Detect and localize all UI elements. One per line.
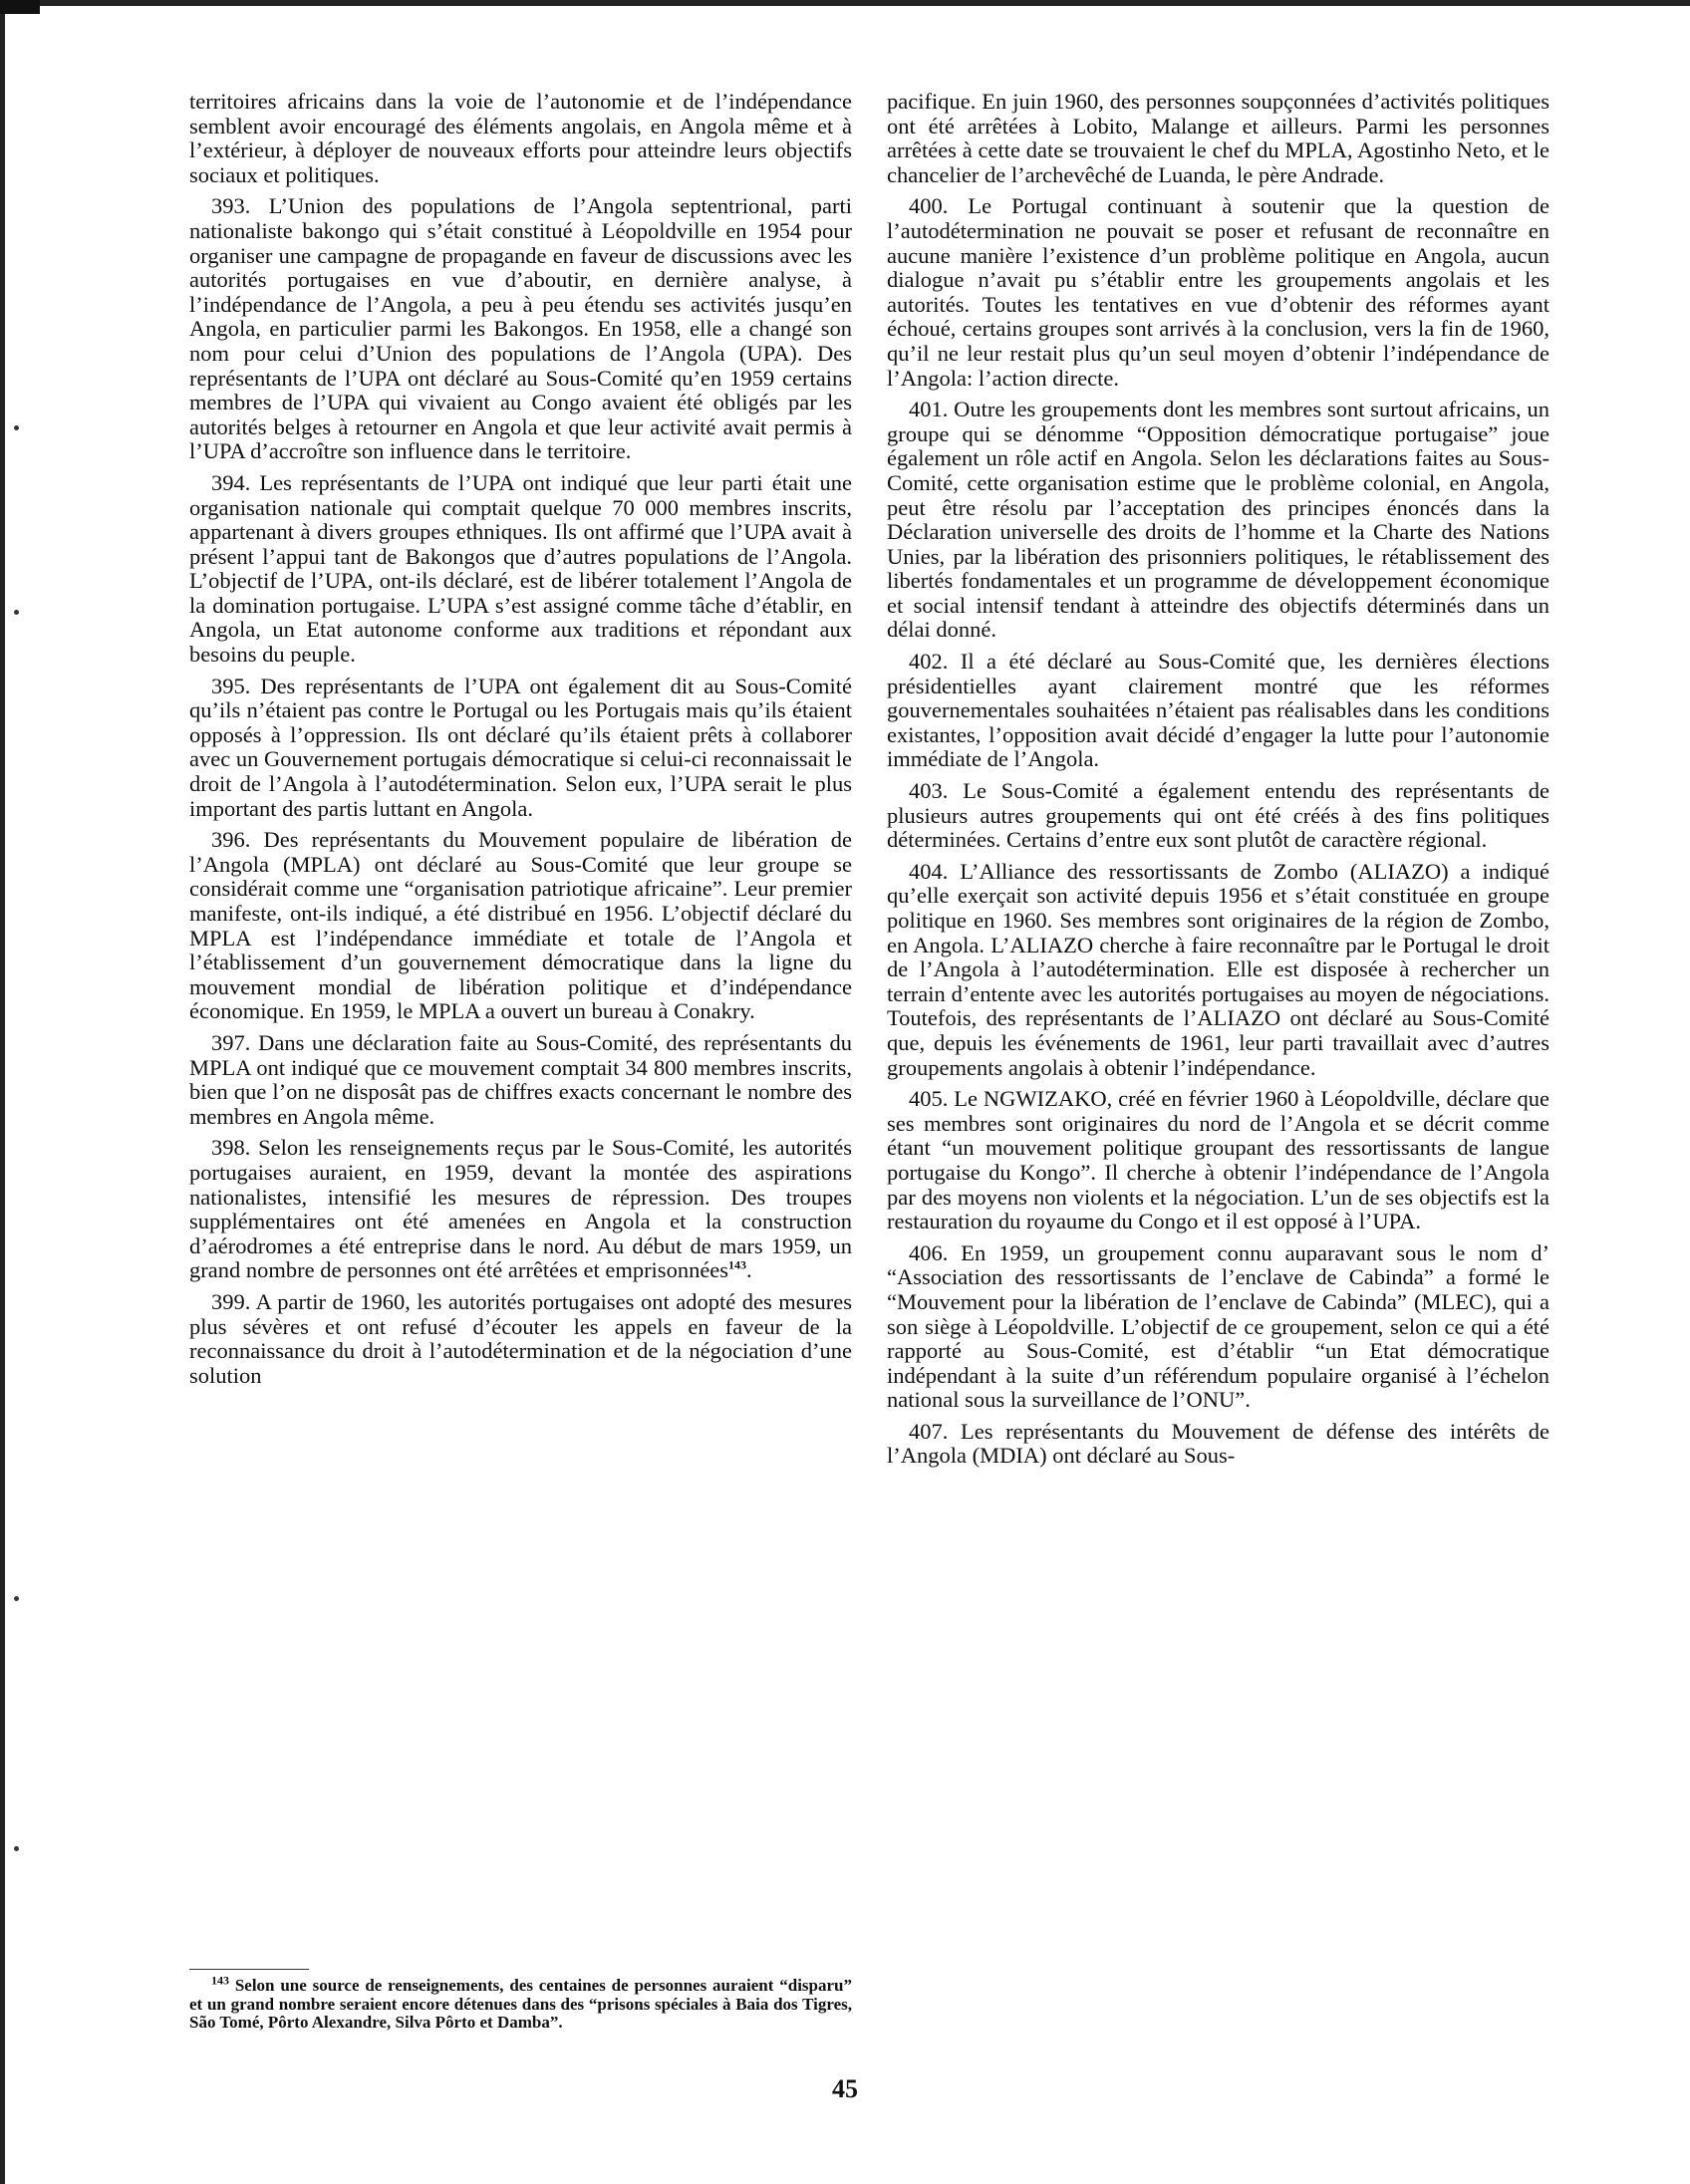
footnote xyxy=(189,1973,852,2033)
left-column xyxy=(189,90,852,1395)
page-number: 45 xyxy=(832,2074,858,2103)
margin-mark xyxy=(14,425,19,430)
paragraph-394: 394. Les représentants de l’UPA ont indiqué que leur parti était une organisation nationale qui comptait quelque 70 000 membres inscrits, appartenant à divers groupes ethniques. Ils ont affirmé que l’UPA avait à présent l’appui tant de Bakongos que d’autres populations de l’Angola. L’objectif de l’UPA, ont-ils déclaré, est de libérer totalement l’Angola de la domination portugaise. L’UPA s’est assigné comme tâche d’établir, en Angola, un Etat autonome conforme aux traditions et répondant aux besoins du peuple. xyxy=(189,469,852,668)
paragraph-396: 396. Des représentants du Mouvement populaire de libération de l’Angola (MPLA) ont déclaré au Sous-Comité que leur groupe se considérait comme une “organisation patriotique africaine”. Leur premier manifeste, ont-ils indiqué, a été distribué en 1956. L’objectif déclaré du MPLA est l’indépendance immédiate et totale de l’Angola et l’établissement d’un gouvernement démocratique dans la ligne du mouvement mondial de libération politique et d’indépendance économique. En 1959, le MPLA a ouvert un bureau à Conakry. xyxy=(189,827,852,1024)
paragraph: territoires africains dans la voie de l’autonomie et de l’indépendance semblent avoir encouragé des éléments angolais, en Angola même et à l’extérieur, à déployer de nouveaux efforts pour atteindre leurs objectifs sociaux et politiques. xyxy=(189,89,852,187)
margin-mark xyxy=(14,610,19,615)
margin-mark xyxy=(14,1846,19,1851)
footnote-divider xyxy=(189,1969,309,1970)
paragraph-406: 406. En 1959, un groupement connu auparavant sous le nom d’ “Association des ressortissants de l’enclave de Cabinda” a formé le “Mouvement pour la libération de l’enclave de Cabinda” (MLEC), qui a son siège à Léopoldville. L’objectif de ce groupement, selon ce qui a été rapporté au Sous-Comité, est d’établir “un Etat démocratique indépendant à la suite d’un référendum populaire organisé à l’échelon national sous la surveillance de l’ONU”. xyxy=(887,1239,1549,1413)
paragraph-395: 395. Des représentants de l’UPA ont également dit au Sous-Comité qu’ils n’étaient pas contre le Portugal ou les Portugais mais qu’ils étaient opposés à l’oppression. Ils ont déclaré qu’ils étaient prêts à collaborer avec un Gouvernement portugais démocratique si celui-ci reconnaissait le droit de l’Angola à l’autodétermination. Selon eux, l’UPA serait le plus important des partis luttant en Angola. xyxy=(189,673,852,821)
paragraph-407: 407. Les représentants du Mouvement de défense des intérêts de l’Angola (MDIA) ont déclaré au Sous- xyxy=(887,1418,1549,1469)
paragraph-405: 405. Le NGWIZAKO, créé en février 1960 à Léopoldville, déclare que ses membres sont originaires du nord de l’Angola et se décrit comme étant “un mouvement politique groupant des ressortissants de langue portugaise du Kongo”. Il cherche à obtenir l’indépendance de l’Angola par des moyens non violents et la négociation. L’un de ses objectifs est la restauration du royaume du Congo et il est opposé à l’UPA. xyxy=(887,1086,1549,1234)
paragraph-404: 404. L’Alliance des ressortissants de Zombo (ALIAZO) a indiqué qu’elle exerçait son activité depuis 1956 et s’était constituée en groupe politique en 1960. Ses membres sont originaires de la région de Zombo, en Angola. L’ALIAZO cherche à faire reconnaître par le Portugal le droit de l’Angola à l’autodétermination. Elle est disposée à rechercher un terrain d’entente avec les autorités portugaises au moyen de négociations. Toutefois, des représentants de l’ALIAZO ont déclaré au Sous-Comité que, depuis les événements de 1961, leur parti travaillait avec d’autres groupements angolais à obtenir l’indépendance. xyxy=(887,858,1549,1080)
scan-edge-corner xyxy=(0,0,40,14)
footnote-text: Selon une source de renseignements, des centaines de personnes auraient “disparu” et un grand nombre seraient encore détenues dans des “prisons spéciales à Baia dos Tigres, São Tomé, Pôrto Alexandre, Silva Pôrto et Damba”. xyxy=(189,1976,852,2032)
scan-edge-top xyxy=(0,0,1690,6)
paragraph-400: 400. Le Portugal continuant à soutenir que la question de l’autodétermination ne pouvait se poser et refusant de reconnaître en aucune manière l’existence d’un problème politique en Angola, aucun dialogue n’avait pu s’établir entre les groupements angolais et les autorités. Toutes les tentatives en vue d’obtenir des réformes ayant échoué, certains groupes sont arrivés à la conclusion, vers la fin de 1960, qu’il ne leur restait plus qu’un seul moyen d’obtenir l’indépendance de l’Angola: l’action directe. xyxy=(887,193,1549,391)
paragraph-403: 403. Le Sous-Comité a également entendu des représentants de plusieurs autres groupements qui ont été créés à des fins politiques déterminées. Certains d’entre eux sont plutôt de caractère régional. xyxy=(887,778,1549,853)
paragraph-401: 401. Outre les groupements dont les membres sont surtout africains, un groupe qui se dénomme “Opposition démocratique portugaise” joue également un rôle actif en Angola. Selon les déclarations faites au Sous-Comité, cette organisation estime que le problème colonial, en Angola, peut être résolu par l’acceptation des principes énoncés dans la Déclaration universelle des droits de l’homme et la Charte des Nations Unies, par la libération des prisonniers politiques, le rétablissement des libertés fondamentales et un programme de développement économique et social intensif tendant à atteindre des objectifs déterminés dans un délai donné. xyxy=(887,397,1549,643)
paragraph-398-text: 398. Selon les renseignements reçus par le Sous-Comité, les autorités portugaises auraient, en 1959, devant la montée des aspirations nationalistes, intensifié les mesures de répression. Des troupes supplémentaires ont été amenées en Angola et la construction d’aérodromes a été entreprise dans le nord. Au début de mars 1959, un grand nombre de personnes ont été arrêtées et emprisonnées xyxy=(189,1135,852,1283)
paragraph-398 xyxy=(189,1136,852,1283)
margin-mark xyxy=(14,1596,19,1601)
paragraph-399: 399. A partir de 1960, les autorités portugaises ont adopté des mesures plus sévères et ont refusé d’écouter les appels en faveur de la reconnaissance du droit à l’autodétermination et de la négociation d’une solution xyxy=(189,1288,852,1388)
paragraph-397: 397. Dans une déclaration faite au Sous-Comité, des représentants du MPLA ont indiqué que ce mouvement comptait 34 800 membres inscrits, bien que l’on ne disposât pas de chiffres exacts concernant le nombre des membres en Angola même. xyxy=(189,1029,852,1129)
paragraph: pacifique. En juin 1960, des personnes soupçonnées d’activités politiques ont été arrêtées à Lobito, Malange et ailleurs. Parmi les personnes arrêtées à cette date se trouvaient le chef du MPLA, Agostinho Neto, et le chancelier de l’archevêché de Luanda, le père Andrade. xyxy=(887,89,1549,187)
right-column xyxy=(887,90,1549,1476)
paragraph-398-tail: . xyxy=(746,1257,752,1283)
scan-edge-left xyxy=(0,0,5,2184)
footnote-reference[interactable]: 143 xyxy=(728,1257,747,1272)
footnote-number: 143 xyxy=(211,1973,229,1988)
paragraph-393: 393. L’Union des populations de l’Angola septentrional, parti nationaliste bakongo qui s’était constitué à Léopoldville en 1954 pour organiser une campagne de propagande en faveur de discussions avec les autorités portugaises en vue d’aboutir, en dernière analyse, à l’indépendance de l’Angola, a peu à peu étendu ses activités jusqu’en Angola, en particulier parmi les Bakongos. En 1958, elle a changé son nom pour celui d’Union des populations de l’Angola (UPA). Des représentants de l’UPA ont déclaré au Sous-Comité qu’en 1959 certains membres de l’UPA qui vivaient au Congo avaient été obligés par les autorités belges à retourner en Angola et que leur activité avait permis à l’UPA d’accroître son influence dans le territoire. xyxy=(189,193,852,464)
paragraph-402: 402. Il a été déclaré au Sous-Comité que, les dernières élections présidentielles ayant clairement montré que les réformes gouvernementales souhaitées n’étaient pas réalisables dans les conditions existantes, l’opposition avait décidé d’engager la lutte pour l’autonomie immédiate de l’Angola. xyxy=(887,649,1549,772)
